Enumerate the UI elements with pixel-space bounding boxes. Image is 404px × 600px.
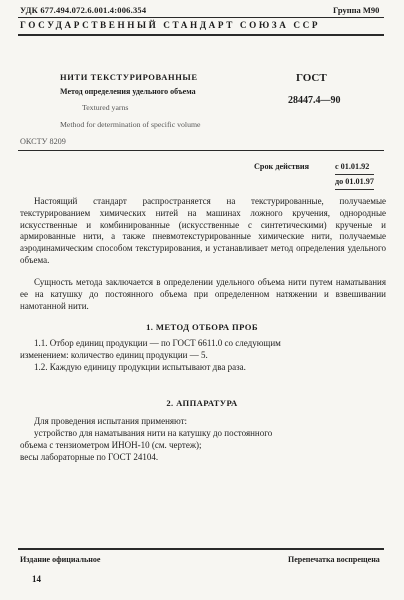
gost-label: ГОСТ	[296, 72, 327, 84]
english-title: Textured yarns	[82, 103, 129, 112]
section2-line: устройство для наматывания нити на катушку до постоянного	[34, 428, 273, 438]
reprint-notice: Перепечатка воспрещена	[288, 555, 380, 564]
footer-rule	[18, 548, 384, 550]
validity-from: с 01.01.92	[335, 160, 374, 175]
okstu-rule	[18, 150, 384, 151]
section2-line: объема с тензиометром ИНОН-10 (см. чертеж);	[20, 440, 202, 450]
section-heading-sampling: 1. МЕТОД ОТБОРА ПРОБ	[146, 322, 258, 332]
official-edition-label: Издание официальное	[20, 555, 101, 564]
essence-paragraph: Сущность метода заключается в определении удельного объема нити путем наматывания ее на катушку до постоянного объема при определенном натяжении и взвешивании намотанной нити.	[20, 277, 386, 311]
title-block	[60, 72, 201, 130]
top-rule	[18, 17, 384, 18]
section1-line: 1.2. Каждую единицу продукции испытывают два раза.	[34, 362, 246, 372]
page-number: 14	[32, 574, 41, 584]
validity-dates	[335, 160, 374, 190]
section2-line: Для проведения испытания применяют:	[34, 416, 188, 426]
agency-header: ГОСУДАРСТВЕННЫЙ СТАНДАРТ СОЮЗА ССР	[20, 20, 321, 30]
okstu-code: ОКСТУ 8209	[20, 137, 66, 146]
document-title: НИТИ ТЕКСТУРИРОВАННЫЕ	[60, 72, 198, 82]
validity-to: до 01.01.97	[335, 175, 374, 190]
section-heading-apparatus: 2. АППАРАТУРА	[166, 398, 238, 408]
english-subtitle: Method for determination of specific volume	[60, 120, 201, 129]
section1-line: 1.1. Отбор единиц продукции — по ГОСТ 6611.0 со следующим	[34, 338, 281, 348]
udk-code: УДК 677.494.072.6.001.4:006.354	[20, 5, 147, 15]
validity-label: Срок действия	[254, 162, 310, 171]
document-subtitle: Метод определения удельного объема	[60, 87, 196, 96]
section1-line: изменением: количество единиц продукции — 5.	[20, 350, 208, 360]
header-rule	[18, 34, 384, 36]
gost-number: 28447.4—90	[288, 95, 341, 106]
section2-line: весы лабораторные по ГОСТ 24104.	[20, 452, 159, 462]
group-code: Группа М90	[333, 5, 380, 15]
intro-paragraph: Настоящий стандарт распространяется на текстурированные, получаемые текстурированием химических нитей на машинах ложного кручения, однородные искусственные и комбинированные (искусственные с синтетическими) крученые и армированные нити, а также пневмотекстурированные химические нити, получаемые аэродинамическим способом текстурирования, и устанавливает метод определения удельного объема.	[20, 196, 386, 265]
